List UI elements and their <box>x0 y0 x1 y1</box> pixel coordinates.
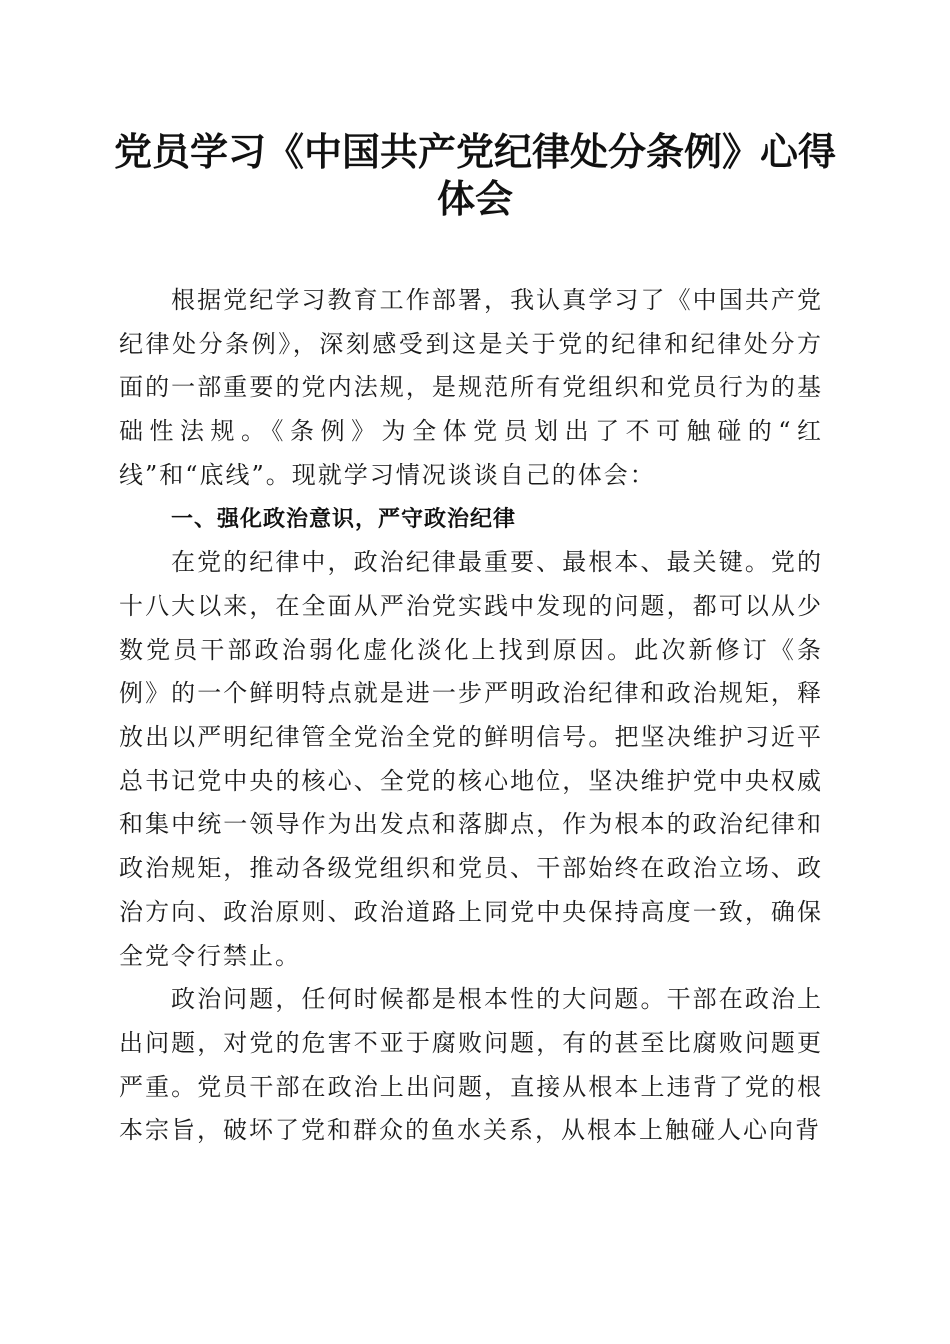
section-heading: 一、强化政治意识，严守政治纪律 <box>171 506 517 532</box>
body-paragraph: 政治问题，任何时候都是根本性的大问题。干部在政治上出问题，对党的危害不亚于腐败问题，有的甚至比腐败问题更严重。党员干部在政治上出问题，直接从根本上违背了党的根本宗旨，破坏了党和群众的鱼水关系，从根本上触碰人心向背 <box>119 985 823 1145</box>
intro-paragraph: 根据党纪学习教育工作部署，我认真学习了《中国共产党纪律处分条例》，深刻感受到这是关于党的纪律和纪律处分方面的一部重要的党内法规，是规范所有党组织和党员行为的基础性法规。《条例》为全体党员划出了不可触碰的“红线”和“底线”。现就学习情况谈谈自己的体会： <box>119 286 823 489</box>
body-paragraph: 在党的纪律中，政治纪律最重要、最根本、最关键。党的十八大以来，在全面从严治党实践中发现的问题，都可以从少数党员干部政治弱化虚化淡化上找到原因。此次新修订《条例》的一个鲜明特点就是进一步严明政治纪律和政治规矩，释放出以严明纪律管全党治全党的鲜明信号。把坚决维护习近平总书记党中央的核心、全党的核心地位，坚决维护党中央权威和集中统一领导作为出发点和落脚点，作为根本的政治纪律和政治规矩，推动各级党组织和党员、干部始终在政治立场、政治方向、政治原则、政治道路上同党中央保持高度一致，确保全党令行禁止。 <box>119 548 823 970</box>
document-body <box>119 279 823 1153</box>
document-title: 党员学习《中国共产党纪律处分条例》心得体会 <box>113 129 836 221</box>
